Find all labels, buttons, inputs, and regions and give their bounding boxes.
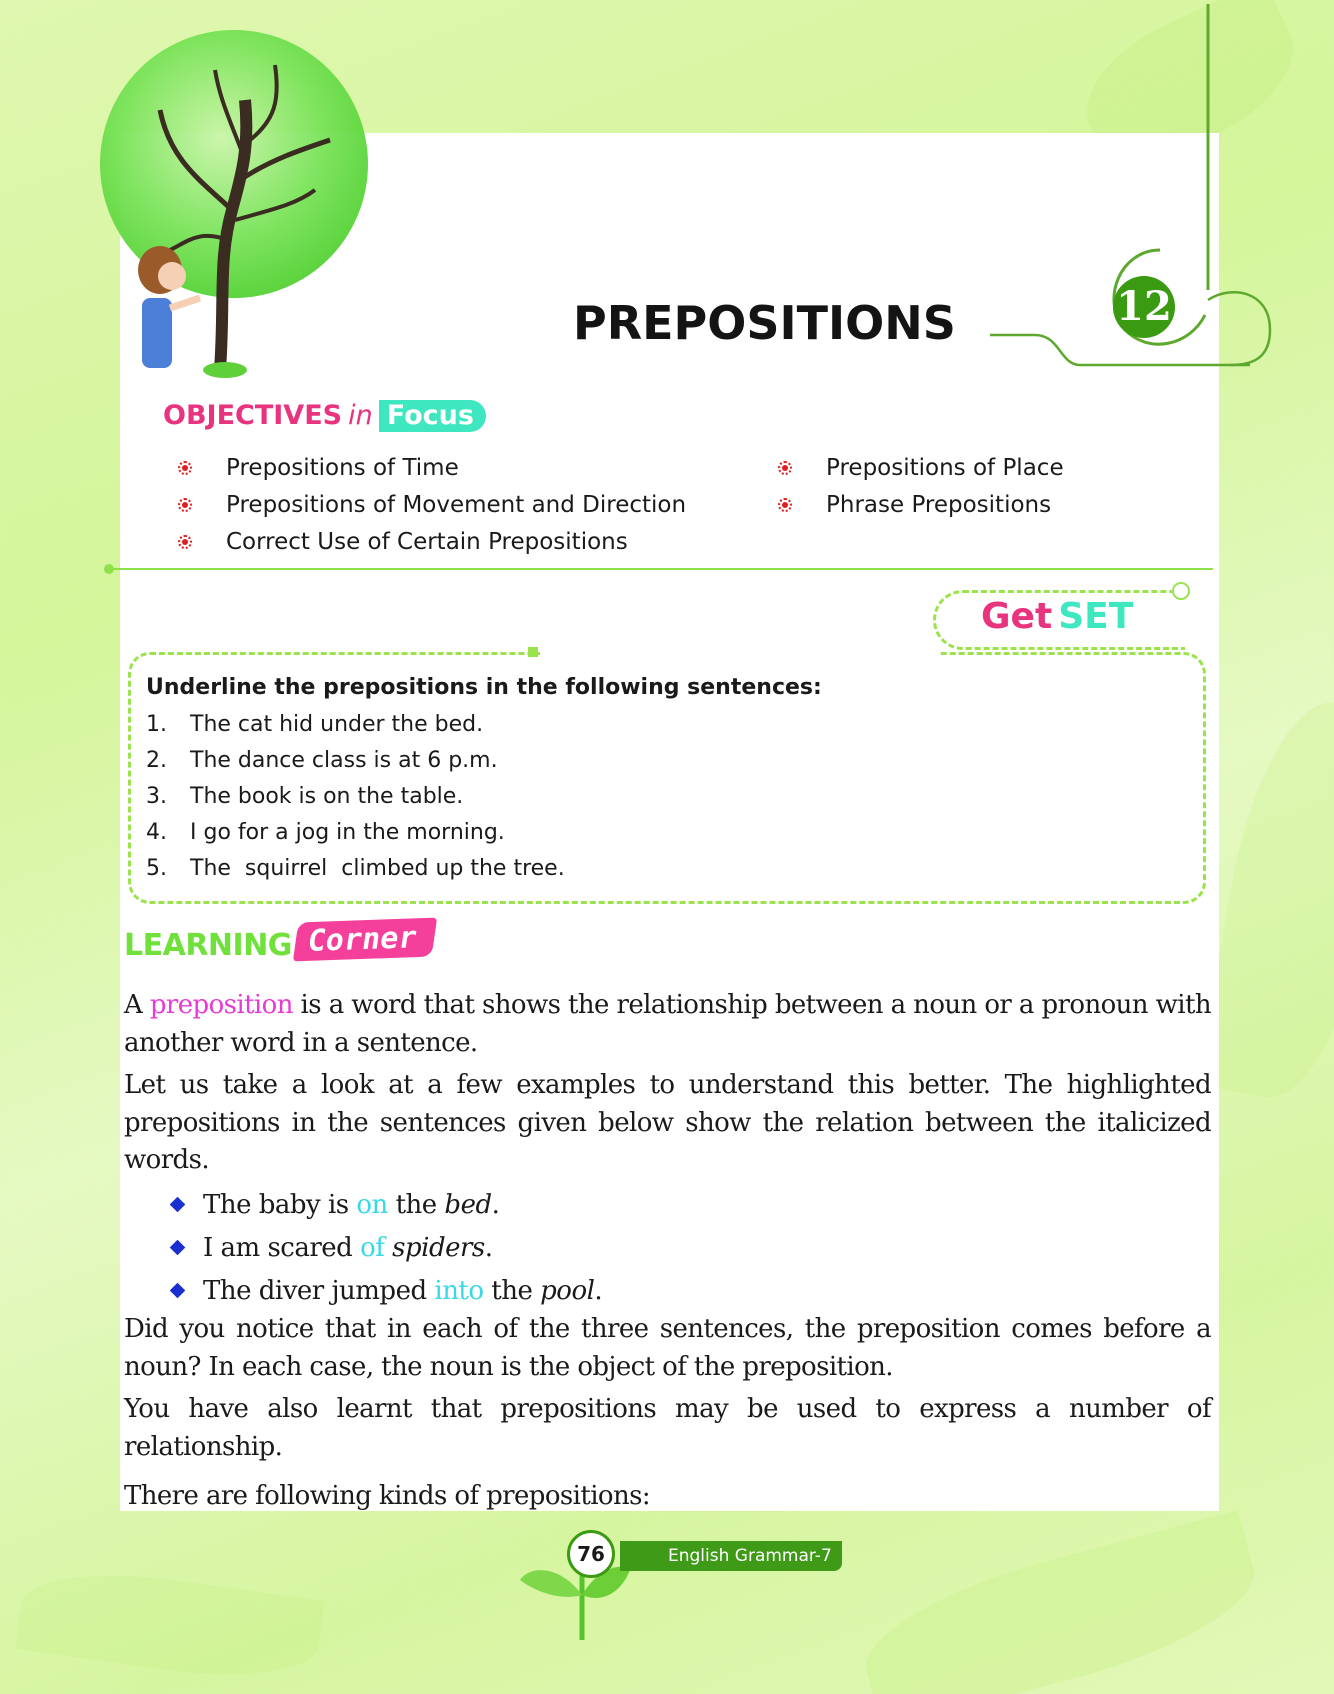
examples-intro-paragraph: Let us take a look at a few examples to understand this better. The highlighted prepositions in the sentences given below show the relation between the italicized words. bbox=[124, 1070, 1211, 1175]
background-leaf bbox=[851, 1510, 1268, 1694]
book-title-banner: English Grammar-7 bbox=[620, 1541, 842, 1571]
divider-dot bbox=[104, 564, 114, 574]
get-set-heading-set: SET bbox=[1058, 596, 1134, 637]
get-set-ring-marker bbox=[1172, 582, 1190, 600]
exercise-sentence: 5. The squirrel climbed up the tree. bbox=[146, 855, 565, 881]
objectives-list-right bbox=[770, 449, 1064, 523]
chapter-title: PREPOSITIONS bbox=[573, 296, 956, 350]
learning-corner-heading-corner: Corner bbox=[293, 918, 438, 962]
bullet-dot-icon bbox=[778, 498, 792, 512]
page-number: 76 bbox=[567, 1530, 615, 1578]
example-sentence-list bbox=[172, 1183, 602, 1312]
objective-item: Prepositions of Place bbox=[770, 449, 1064, 486]
learning-corner-heading-learning: LEARNING bbox=[124, 928, 292, 963]
exercise-sentence: 3. The book is on the table. bbox=[146, 783, 464, 809]
section-divider bbox=[108, 568, 1213, 570]
objectives-heading-main: OBJECTIVES bbox=[163, 400, 343, 431]
learning-corner-heading bbox=[124, 920, 434, 963]
objective-item: Phrase Prepositions bbox=[770, 486, 1064, 523]
kinds-intro-paragraph: There are following kinds of prepositions: bbox=[124, 1481, 651, 1511]
get-set-heading bbox=[981, 596, 1133, 637]
objectives-heading bbox=[163, 400, 486, 431]
bullet-dot-icon bbox=[178, 498, 192, 512]
chapter-number-badge: 12 bbox=[1113, 276, 1175, 338]
objectives-heading-in: in bbox=[348, 400, 373, 431]
exercise-sentence: 4. I go for a jog in the morning. bbox=[146, 819, 505, 845]
bullet-dot-icon bbox=[178, 461, 192, 475]
diamond-bullet-icon bbox=[170, 1283, 186, 1299]
exercise-sentence: 1. The cat hid under the bed. bbox=[146, 711, 484, 737]
object-explanation-paragraph: Did you notice that in each of the three sentences, the preposition comes before a noun? In each case, the noun is the object of the preposition. bbox=[124, 1314, 1211, 1382]
exercise-box-square-marker bbox=[528, 647, 538, 657]
objectives-heading-focus: Focus bbox=[379, 400, 486, 432]
exercise-sentence-list bbox=[146, 706, 565, 886]
diamond-bullet-icon bbox=[170, 1197, 186, 1213]
diamond-bullet-icon bbox=[170, 1240, 186, 1256]
relationship-paragraph: You have also learnt that prepositions may be used to express a number of relationship. bbox=[124, 1394, 1211, 1462]
keyword-preposition: preposition bbox=[149, 990, 293, 1020]
objective-item: Prepositions of Time bbox=[170, 449, 686, 486]
example-sentence: I am scared of spiders . bbox=[172, 1226, 602, 1269]
get-set-heading-get: Get bbox=[981, 596, 1053, 637]
example-sentence: The diver jumped into the pool . bbox=[172, 1269, 602, 1312]
objective-item: Correct Use of Certain Prepositions bbox=[170, 523, 686, 560]
bullet-dot-icon bbox=[778, 461, 792, 475]
exercise-sentence: 2. The dance class is at 6 p.m. bbox=[146, 747, 498, 773]
objectives-list-left bbox=[170, 449, 686, 560]
bullet-dot-icon bbox=[178, 535, 192, 549]
exercise-instruction: Underline the prepositions in the following sentences: bbox=[146, 675, 822, 700]
background-leaf bbox=[15, 1560, 325, 1691]
example-sentence: The baby is on the bed . bbox=[172, 1183, 602, 1226]
exercise-box-gap bbox=[540, 640, 940, 660]
tree-girl-illustration bbox=[100, 40, 400, 380]
objective-item: Prepositions of Movement and Direction bbox=[170, 486, 686, 523]
definition-paragraph: A preposition is a word that shows the relationship between a noun or a pronoun with another word in a sentence. bbox=[124, 990, 1211, 1058]
